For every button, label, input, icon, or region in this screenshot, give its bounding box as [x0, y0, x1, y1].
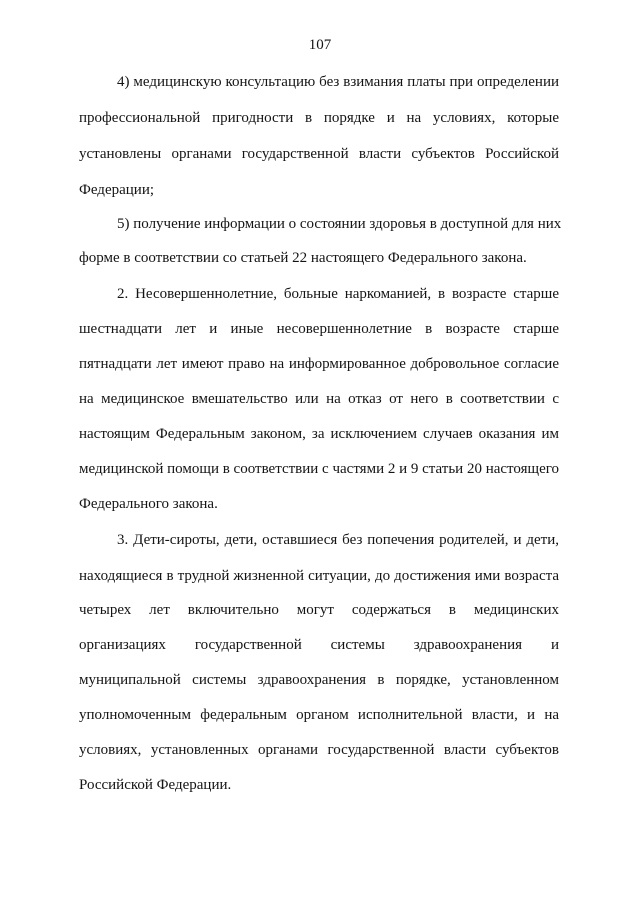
paragraph-line: условиях, установленных органами государственной власти субъектов	[79, 742, 559, 758]
paragraph-line: находящиеся в трудной жизненной ситуации, до достижения ими возраста	[79, 568, 559, 584]
paragraph-line: пятнадцати лет имеют право на информированное добровольное согласие	[79, 356, 559, 372]
paragraph-line: 3. Дети-сироты, дети, оставшиеся без попечения родителей, и дети,	[117, 532, 559, 548]
paragraph-line: установлены органами государственной власти субъектов Российской	[79, 146, 559, 162]
page-number: 107	[308, 37, 332, 53]
paragraph-line: шестнадцати лет и иные несовершеннолетние в возрасте старше	[79, 321, 559, 337]
paragraph-line: уполномоченным федеральным органом исполнительной власти, и на	[79, 707, 559, 723]
paragraph-line: 5) получение информации о состоянии здоровья в доступной для них	[117, 216, 562, 232]
paragraph-line: настоящим Федеральным законом, за исключением случаев оказания им	[79, 426, 559, 442]
paragraph-line: Федерального закона.	[79, 496, 218, 512]
paragraph-line: муниципальной системы здравоохранения в порядке, установленном	[79, 672, 559, 688]
paragraph-line: Российской Федерации.	[79, 777, 232, 793]
paragraph-line: форме в соответствии со статьей 22 настоящего Федерального закона.	[79, 250, 527, 266]
paragraph-line: на медицинское вмешательство или на отказ от него в соответствии с	[79, 391, 559, 407]
paragraph-line: 4) медицинскую консультацию без взимания платы при определении	[117, 74, 559, 90]
paragraph-line: организациях государственной системы здравоохранения и	[79, 637, 559, 653]
paragraph-line: Федерации;	[79, 182, 155, 198]
paragraph-line: четырех лет включительно могут содержаться в медицинских	[79, 602, 559, 618]
paragraph-line: 2. Несовершеннолетние, больные наркоманией, в возрасте старше	[117, 286, 559, 302]
paragraph-line: медицинской помощи в соответствии с частями 2 и 9 статьи 20 настоящего	[79, 461, 560, 477]
paragraph-line: профессиональной пригодности в порядке и на условиях, которые	[79, 110, 559, 126]
